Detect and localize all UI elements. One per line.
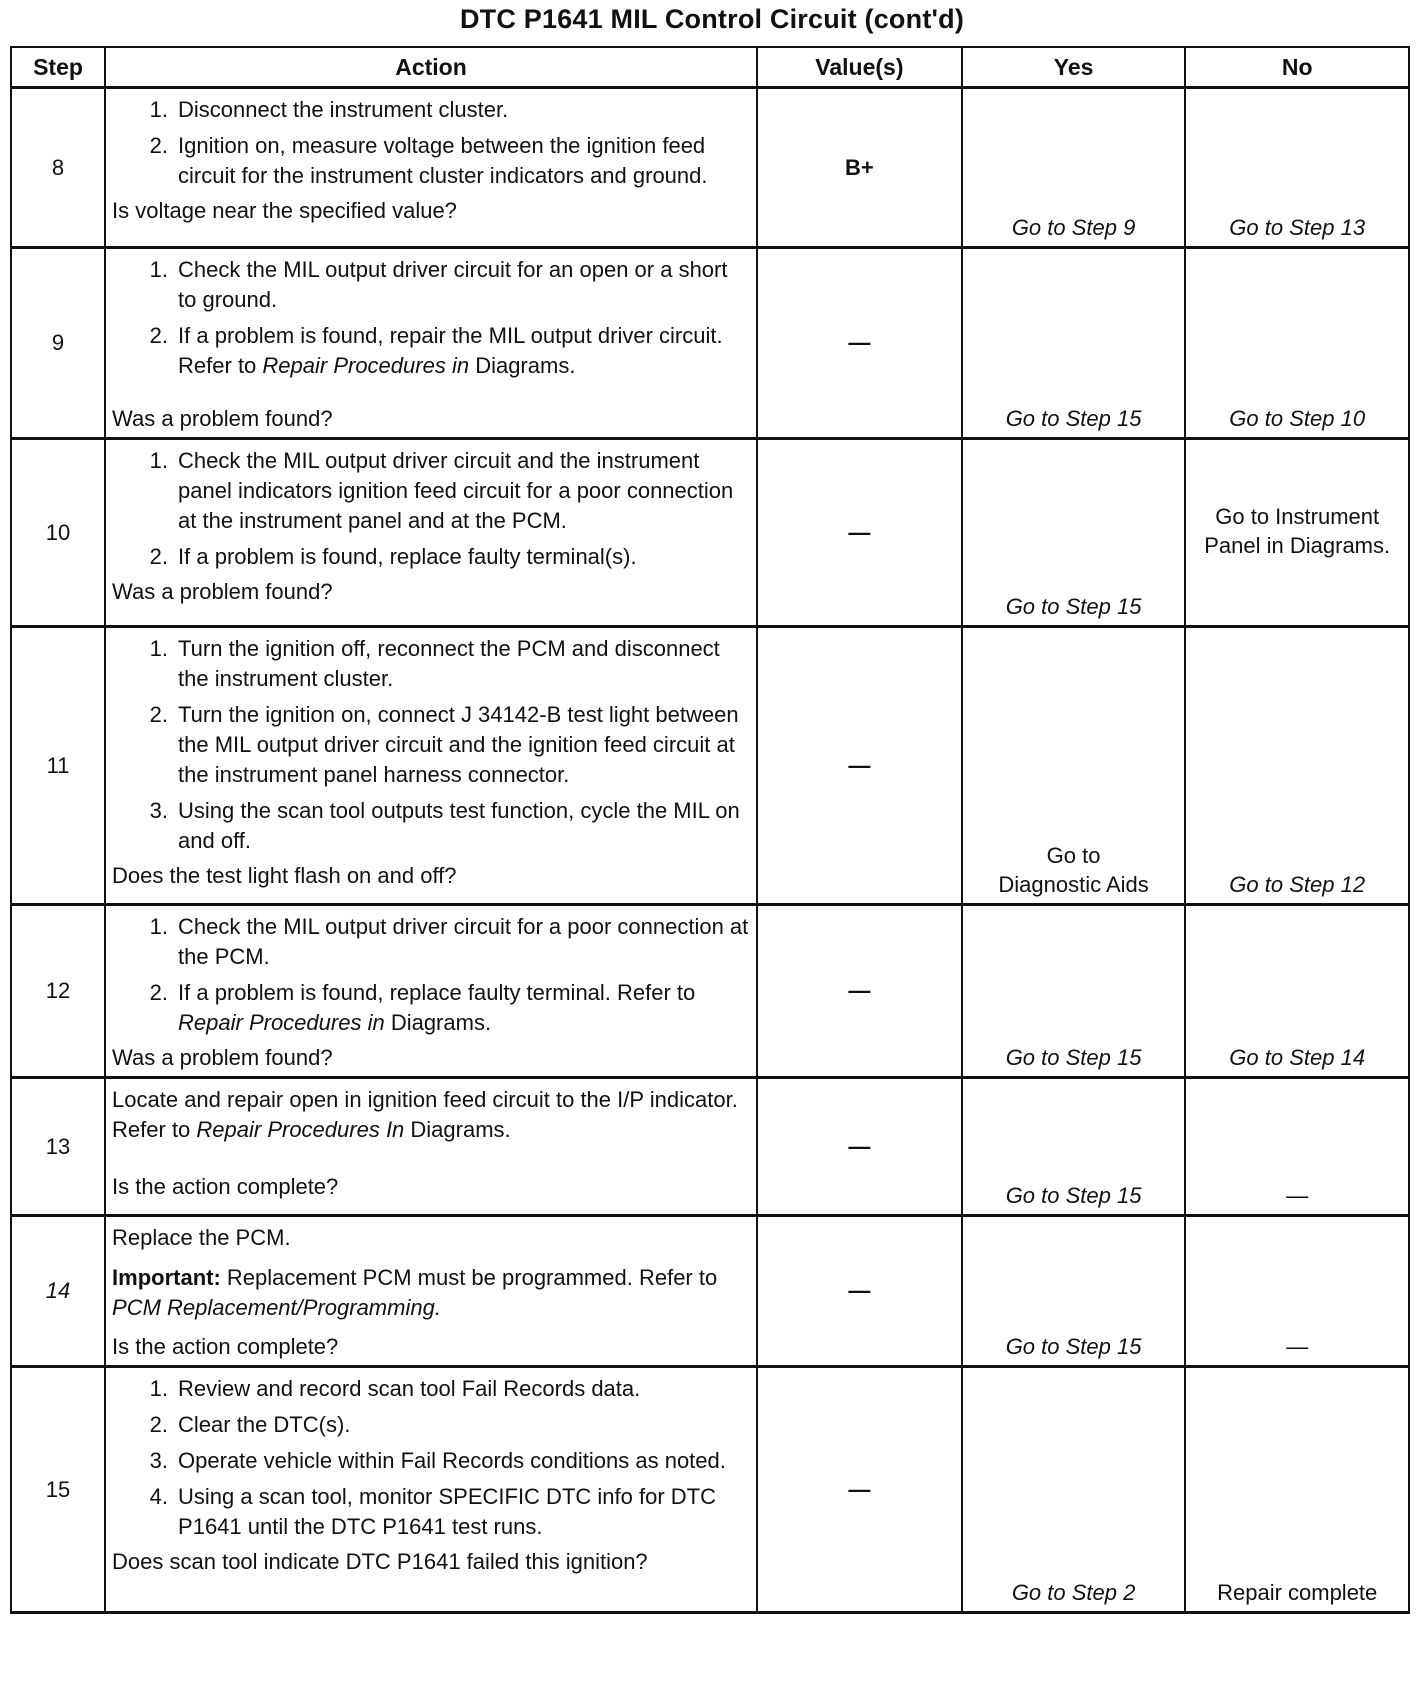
table-row-step-9 bbox=[11, 248, 1409, 439]
question-text: Is voltage near the specified value? bbox=[112, 198, 457, 223]
list-item: 1. Review and record scan tool Fail Records data. bbox=[149, 1376, 641, 1401]
step-number: 9 bbox=[11, 248, 105, 439]
no-cell: Go to Step 13 bbox=[1185, 88, 1409, 248]
no-cell: — bbox=[1185, 1078, 1409, 1216]
list-item: 2. If a problem is found, replace faulty terminal(s). bbox=[149, 544, 637, 569]
table-row-step-12 bbox=[11, 905, 1409, 1078]
no-cell: Repair complete bbox=[1185, 1367, 1409, 1613]
yes-cell: Go to Step 15 bbox=[962, 439, 1186, 627]
question-text: Was a problem found? bbox=[112, 579, 333, 604]
no-cell: — bbox=[1185, 1216, 1409, 1367]
action-paragraph: Replace the PCM. bbox=[112, 1225, 291, 1250]
yes-cell: Go to Step 9 bbox=[962, 88, 1186, 248]
value-cell: — bbox=[757, 627, 962, 905]
yes-cell: Go to Step 15 bbox=[962, 1216, 1186, 1367]
table-row-step-10 bbox=[11, 439, 1409, 627]
action-cell bbox=[105, 627, 757, 905]
header-values: Value(s) bbox=[757, 47, 962, 88]
list-item: 1. Turn the ignition off, reconnect the PCM and disconnect the instrument cluster. bbox=[149, 636, 720, 691]
list-item: 2. Clear the DTC(s). bbox=[149, 1412, 351, 1437]
value-cell: — bbox=[757, 1078, 962, 1216]
yes-cell: Go to Diagnostic Aids bbox=[962, 627, 1186, 905]
list-item: 2. If a problem is found, repair the MIL output driver circuit. Refer to Repair Procedures in Diagrams. bbox=[149, 323, 723, 378]
header-no: No bbox=[1185, 47, 1409, 88]
action-cell bbox=[105, 1078, 757, 1216]
value-cell: — bbox=[757, 1216, 962, 1367]
action-cell bbox=[105, 88, 757, 248]
step-number: 11 bbox=[11, 627, 105, 905]
table-row-step-11 bbox=[11, 627, 1409, 905]
question-text: Is the action complete? bbox=[112, 1334, 339, 1359]
header-yes: Yes bbox=[962, 47, 1186, 88]
action-paragraph: Locate and repair open in ignition feed circuit to the I/P indicator. Refer to Repair Procedures In Diagrams. bbox=[112, 1087, 738, 1142]
list-item: 1. Check the MIL output driver circuit and the instrument panel indicators ignition feed circuit for a poor connection at the instrument panel and at the PCM. bbox=[149, 448, 734, 533]
action-cell bbox=[105, 905, 757, 1078]
list-item: 1. Check the MIL output driver circuit for a poor connection at the PCM. bbox=[149, 914, 749, 969]
action-cell bbox=[105, 439, 757, 627]
table-row-step-8 bbox=[11, 88, 1409, 248]
header-step: Step bbox=[11, 47, 105, 88]
list-item: 2. Turn the ignition on, connect J 34142-B test light between the MIL output driver circuit and the ignition feed circuit at the instrument panel harness connector. bbox=[149, 702, 739, 787]
value-cell: B+ bbox=[757, 88, 962, 248]
value-cell: — bbox=[757, 1367, 962, 1613]
list-item: 3. Using the scan tool outputs test function, cycle the MIL on and off. bbox=[149, 798, 740, 853]
list-item: 4. Using a scan tool, monitor SPECIFIC DTC info for DTC P1641 until the DTC P1641 test runs. bbox=[149, 1484, 716, 1539]
list-item: 3. Operate vehicle within Fail Records conditions as noted. bbox=[149, 1448, 726, 1473]
list-item: 2. Ignition on, measure voltage between the ignition feed circuit for the instrument cluster indicators and ground. bbox=[149, 133, 708, 188]
table-row-step-15 bbox=[11, 1367, 1409, 1613]
action-cell bbox=[105, 248, 757, 439]
value-cell: — bbox=[757, 439, 962, 627]
no-cell: Go to Step 10 bbox=[1185, 248, 1409, 439]
question-text: Does scan tool indicate DTC P1641 failed this ignition? bbox=[112, 1549, 648, 1574]
no-cell: Go to Instrument Panel in Diagrams. bbox=[1185, 439, 1409, 627]
list-item: 2. If a problem is found, replace faulty terminal. Refer to Repair Procedures in Diagrams. bbox=[149, 980, 696, 1035]
diagnostic-table bbox=[10, 46, 1410, 1614]
step-number: 15 bbox=[11, 1367, 105, 1613]
page-title: DTC P1641 MIL Control Circuit (cont'd) bbox=[459, 4, 965, 34]
question-text: Was a problem found? bbox=[112, 406, 333, 431]
action-cell bbox=[105, 1216, 757, 1367]
no-cell: Go to Step 14 bbox=[1185, 905, 1409, 1078]
yes-cell: Go to Step 2 bbox=[962, 1367, 1186, 1613]
step-number: 8 bbox=[11, 88, 105, 248]
step-number: 13 bbox=[11, 1078, 105, 1216]
question-text: Was a problem found? bbox=[112, 1045, 333, 1070]
header-action: Action bbox=[105, 47, 757, 88]
yes-cell: Go to Step 15 bbox=[962, 1078, 1186, 1216]
yes-cell: Go to Step 15 bbox=[962, 905, 1186, 1078]
question-text: Does the test light flash on and off? bbox=[112, 863, 457, 888]
no-cell: Go to Step 12 bbox=[1185, 627, 1409, 905]
step-number: 12 bbox=[11, 905, 105, 1078]
step-number: 10 bbox=[11, 439, 105, 627]
table-row-step-13 bbox=[11, 1078, 1409, 1216]
yes-cell: Go to Step 15 bbox=[962, 248, 1186, 439]
important-note: Important: Replacement PCM must be programmed. Refer to PCM Replacement/Programming. bbox=[112, 1265, 718, 1320]
value-cell: — bbox=[757, 905, 962, 1078]
question-text: Is the action complete? bbox=[112, 1174, 339, 1199]
action-cell bbox=[105, 1367, 757, 1613]
table-row-step-14 bbox=[11, 1216, 1409, 1367]
list-item: 1. Check the MIL output driver circuit for an open or a short to ground. bbox=[149, 257, 728, 312]
value-cell: — bbox=[757, 248, 962, 439]
header-row bbox=[11, 47, 1409, 88]
step-number: 14 bbox=[11, 1216, 105, 1367]
list-item: 1. Disconnect the instrument cluster. bbox=[149, 97, 509, 122]
